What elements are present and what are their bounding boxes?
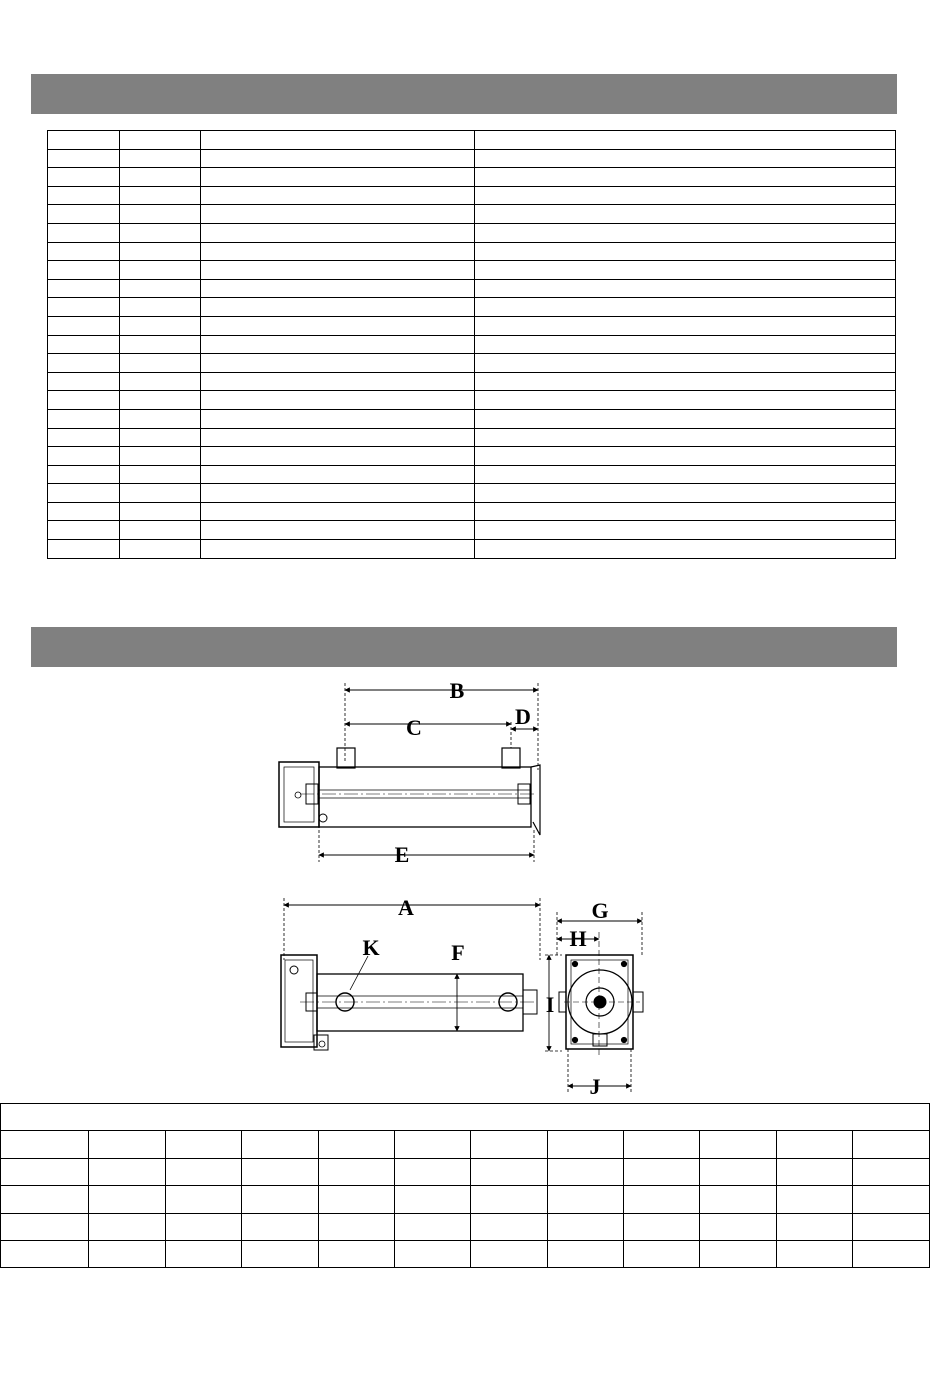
table-cell: [853, 1186, 930, 1213]
table-cell: [166, 1213, 242, 1240]
table-cell: [700, 1186, 777, 1213]
table-cell: [624, 1186, 700, 1213]
table-cell: [700, 1213, 777, 1240]
table-cell: [624, 1240, 700, 1267]
table-cell: [1, 1186, 89, 1213]
table-cell: [395, 1131, 471, 1158]
dim-label-i: I: [545, 992, 555, 1017]
dim-label-d: D: [515, 704, 531, 729]
front-view: [281, 898, 562, 1051]
dim-label-j: J: [589, 1074, 601, 1099]
table-cell: [548, 1240, 624, 1267]
table-cell: [853, 1213, 930, 1240]
dimension-table: [0, 1103, 930, 1268]
table-cell: [89, 1213, 166, 1240]
table-cell: [319, 1131, 395, 1158]
table-cell: [319, 1186, 395, 1213]
table-row: [1, 1186, 930, 1213]
table-cell: [1, 1131, 89, 1158]
dim-label-b: B: [449, 678, 465, 703]
table-cell: [700, 1131, 777, 1158]
table-cell: [242, 1158, 319, 1185]
table-cell: [319, 1213, 395, 1240]
table-cell: [548, 1158, 624, 1185]
table-row: [1, 1213, 930, 1240]
table-cell: [624, 1213, 700, 1240]
table-cell: [853, 1240, 930, 1267]
table-cell: [395, 1186, 471, 1213]
table-cell: [242, 1213, 319, 1240]
table-cell: [89, 1186, 166, 1213]
table-cell: [395, 1240, 471, 1267]
table-cell: [548, 1213, 624, 1240]
dim-label-f: F: [451, 940, 465, 965]
table-cell: [471, 1240, 548, 1267]
table-cell: [471, 1131, 548, 1158]
table-cell: [624, 1131, 700, 1158]
table-cell: [395, 1158, 471, 1185]
table-cell: [166, 1131, 242, 1158]
dim-label-h: H: [569, 926, 587, 951]
dim-label-a: A: [398, 895, 414, 920]
table-cell: [89, 1131, 166, 1158]
table-cell: [548, 1186, 624, 1213]
table-cell: [166, 1158, 242, 1185]
top-view: [279, 683, 540, 862]
table-cell: [777, 1131, 853, 1158]
table-row: [1, 1240, 930, 1267]
table-cell: [471, 1186, 548, 1213]
table-cell: [700, 1240, 777, 1267]
table-cell: [319, 1240, 395, 1267]
table-cell: [242, 1186, 319, 1213]
dim-label-k: K: [362, 935, 380, 960]
table-cell: [242, 1131, 319, 1158]
table-cell: [319, 1158, 395, 1185]
dim-label-e: E: [394, 842, 410, 867]
table-cell: [89, 1158, 166, 1185]
table-cell: [471, 1158, 548, 1185]
table-cell: [548, 1131, 624, 1158]
table-cell: [166, 1240, 242, 1267]
table-cell: [89, 1240, 166, 1267]
table-title: [1, 1104, 930, 1131]
table-cell: [395, 1213, 471, 1240]
table-cell: [853, 1158, 930, 1185]
table-cell: [242, 1240, 319, 1267]
table-cell: [166, 1186, 242, 1213]
table-cell: [1, 1158, 89, 1185]
table-cell: [624, 1158, 700, 1185]
table-cell: [777, 1213, 853, 1240]
table-cell: [471, 1213, 548, 1240]
dim-label-c: C: [406, 715, 422, 740]
table-cell: [777, 1158, 853, 1185]
table-row: [1, 1131, 930, 1158]
table-cell: [853, 1131, 930, 1158]
table-cell: [1, 1240, 89, 1267]
table-cell: [777, 1186, 853, 1213]
table-cell: [700, 1158, 777, 1185]
dim-label-g: G: [591, 898, 609, 923]
dimension-labels: [362, 678, 608, 1099]
table-row: [1, 1158, 930, 1185]
table-title-row: [1, 1104, 930, 1131]
table-cell: [1, 1213, 89, 1240]
table-cell: [777, 1240, 853, 1267]
